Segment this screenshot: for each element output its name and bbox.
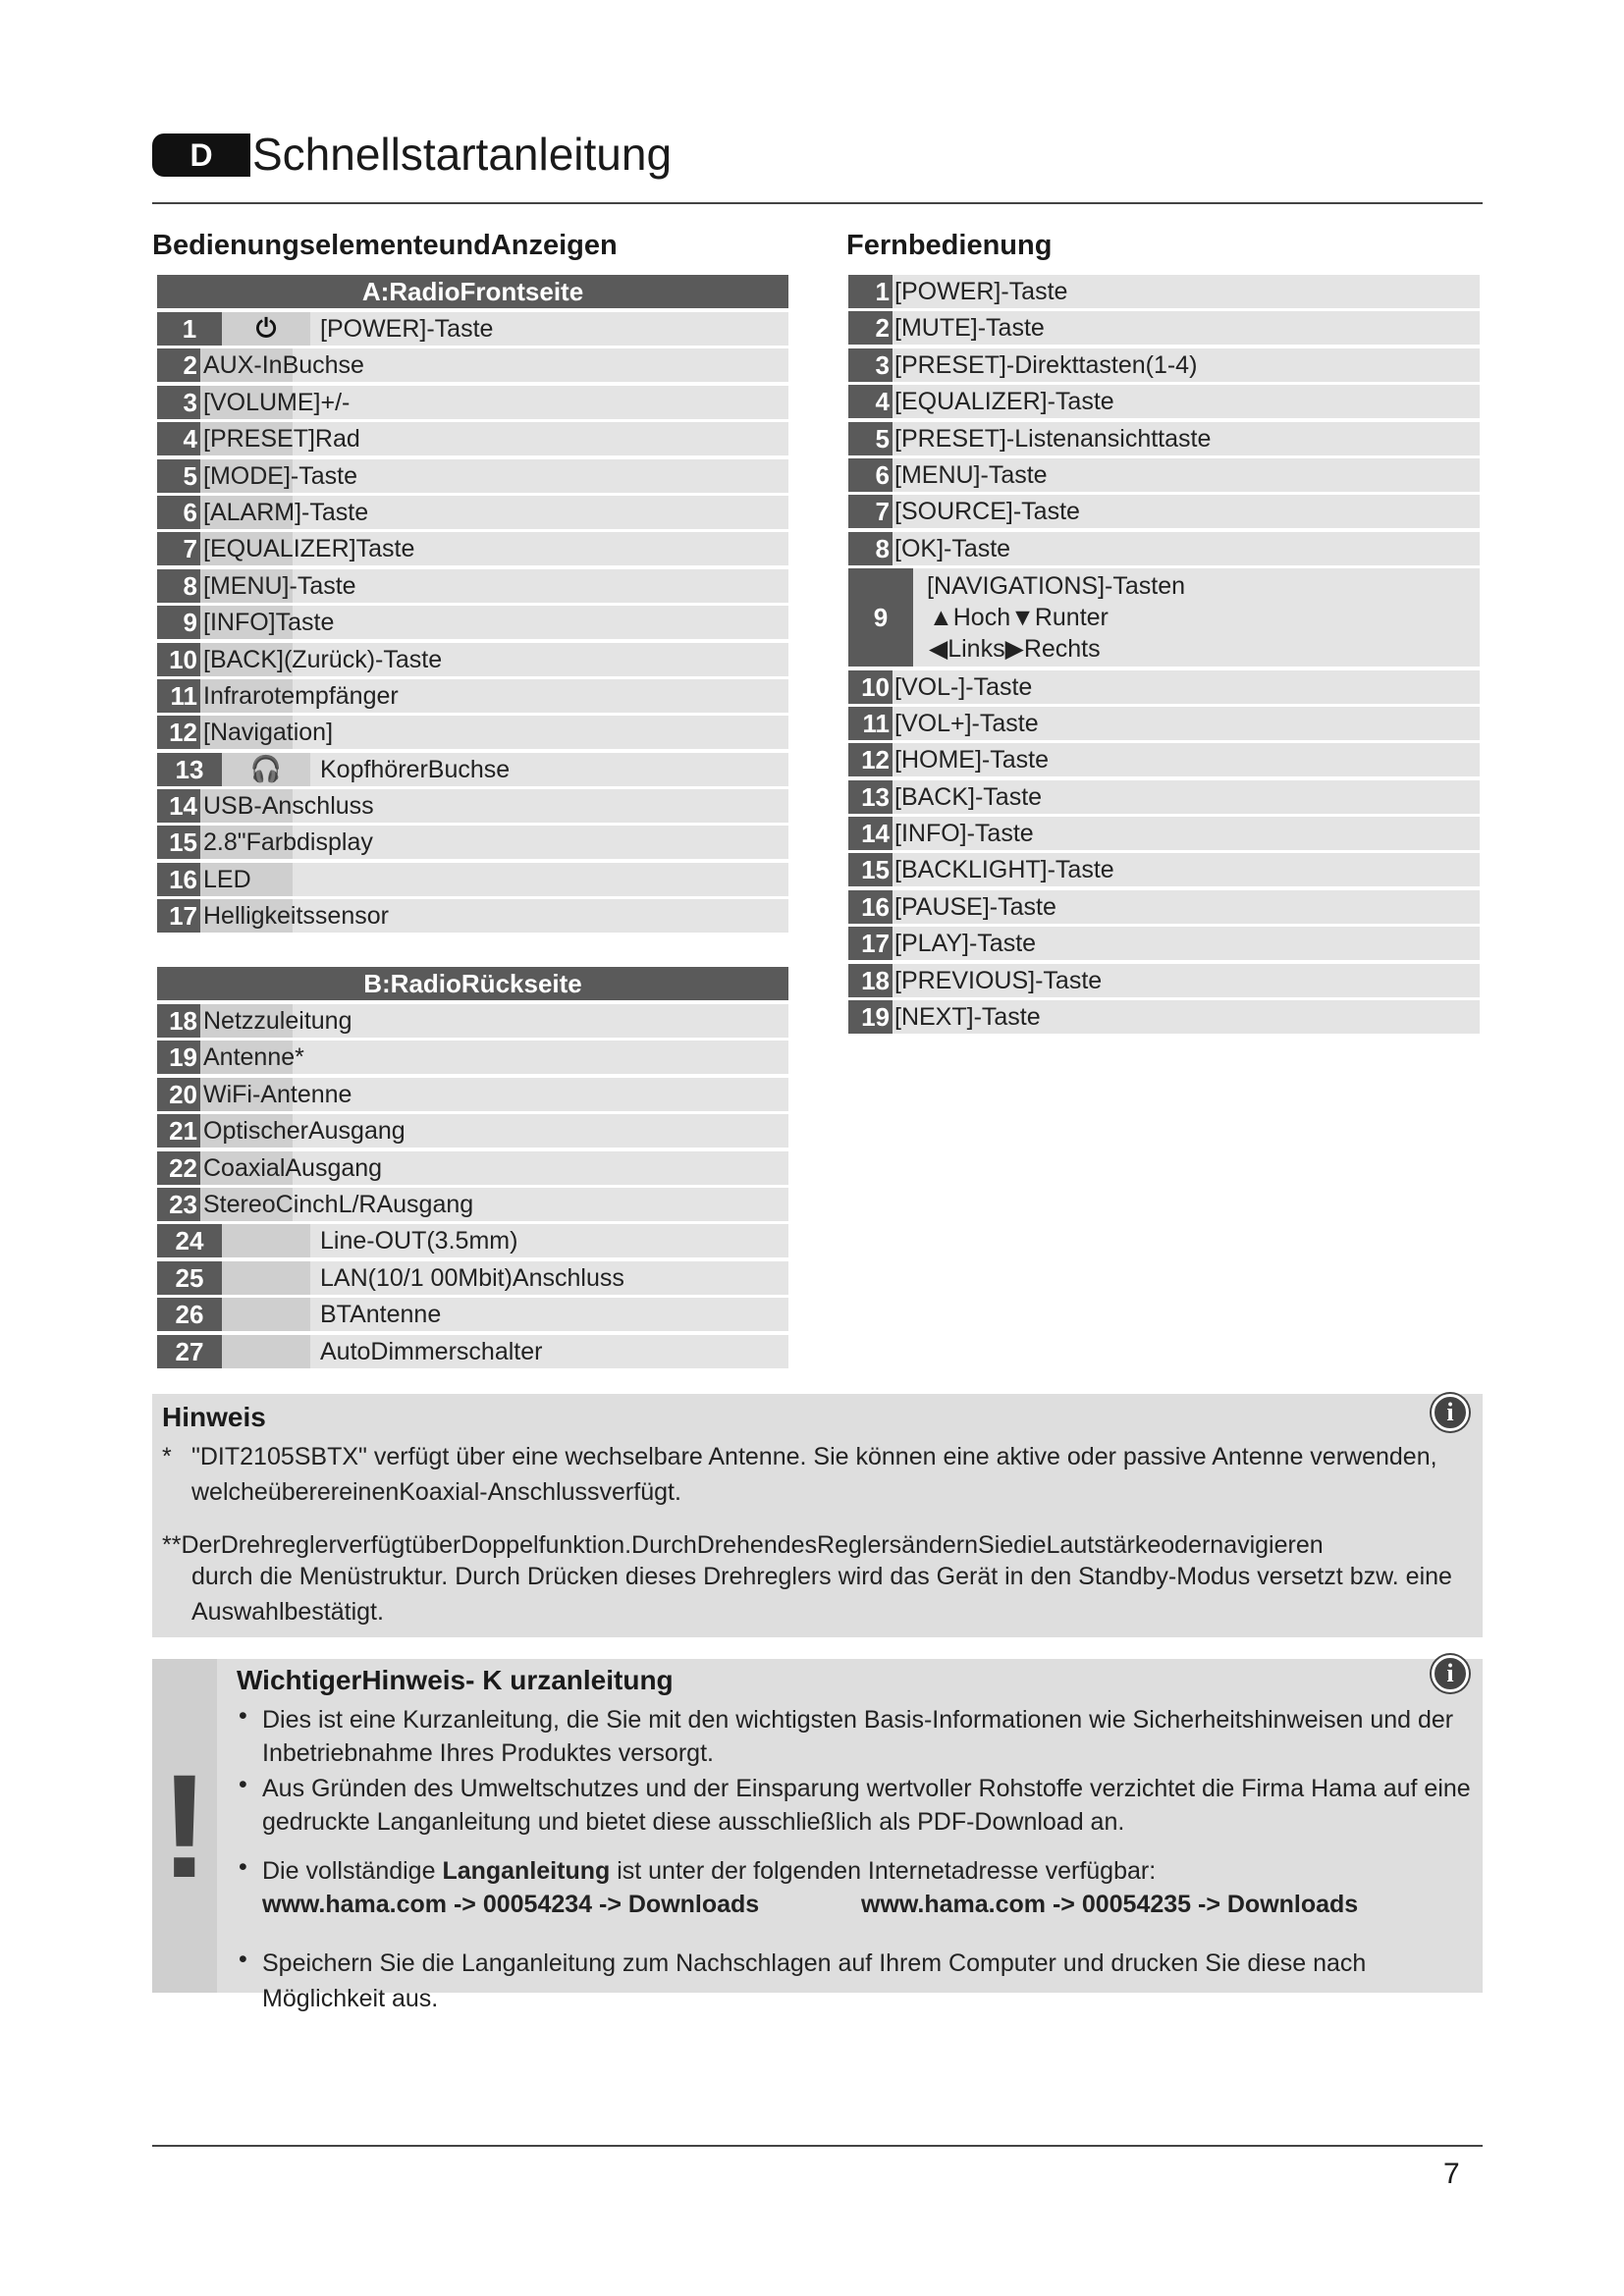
remote-row — [848, 853, 1480, 886]
table-row — [157, 863, 788, 896]
remote-row — [848, 817, 1480, 850]
row-number: 4 — [157, 422, 200, 455]
download-link-1[interactable]: www.hama.com -> 00054234 -> Downloads — [262, 1891, 760, 1918]
wichtig-b3-pre: Die vollständige — [262, 1857, 443, 1885]
row-label: [BACKLIGHT]-Taste — [894, 856, 1114, 884]
row-number: 23 — [157, 1188, 200, 1221]
table-row — [157, 496, 788, 529]
wichtig-b3 — [262, 1853, 1156, 1889]
wichtig-b3-bold: Langanleitung — [442, 1857, 611, 1885]
row-number: 3 — [848, 348, 893, 382]
row-label: [HOME]-Taste — [894, 746, 1049, 774]
table-row — [157, 1298, 788, 1331]
row-number: 21 — [157, 1114, 200, 1148]
row-label: [POWER]-Taste — [894, 278, 1068, 305]
table-row — [157, 1224, 788, 1257]
remote-row — [848, 385, 1480, 418]
row-number: 1 — [848, 275, 893, 308]
row-number: 12 — [848, 743, 893, 776]
table-row — [157, 422, 788, 455]
info-icon: i — [1432, 1655, 1469, 1692]
row-shade — [222, 1261, 310, 1295]
exclamation-icon: ! — [160, 1743, 209, 1908]
row-number: 16 — [848, 890, 893, 924]
footer-rule — [152, 2145, 1483, 2147]
download-link-2[interactable]: www.hama.com -> 00054235 -> Downloads — [861, 1891, 1359, 1918]
table-row — [157, 753, 788, 786]
row-number: 7 — [157, 532, 200, 565]
remote-row — [848, 422, 1480, 455]
row-label: LED — [203, 865, 251, 893]
table-row — [157, 386, 788, 419]
row-label: Infrarotempfänger — [203, 681, 399, 710]
row-label: Antenne* — [203, 1043, 304, 1072]
row-number: 5 — [157, 459, 200, 493]
headphones-icon: 🎧 — [249, 754, 283, 784]
table-row — [157, 312, 788, 346]
row-number: 25 — [157, 1261, 222, 1295]
row-number: 4 — [848, 385, 893, 418]
hinweis-p2-line1: **DerDrehreglerverfügtüberDoppelfunktion.DurchDrehendesReglersändernSiedieLautstärkeodernavigieren — [162, 1531, 1324, 1559]
table-row — [157, 569, 788, 603]
remote-row — [848, 964, 1480, 997]
hinweis-p2-line2: durch die Menüstruktur. Durch Drücken dieses Drehreglers wird das Gerät in den Standby-Modus versetzt bzw. eine — [191, 1563, 1452, 1590]
hinweis-p1-line2: welcheüberereinenKoaxial-Anschlussverfügt. — [191, 1478, 681, 1506]
row-label: [POWER]-Taste — [320, 315, 494, 343]
row-label: AUX-InBuchse — [203, 351, 364, 380]
row-label: StereoCinchL/RAusgang — [203, 1190, 474, 1218]
row-label: AutoDimmerschalter — [320, 1337, 543, 1365]
hinweis-asterisk: * — [162, 1443, 172, 1470]
row-label: [SOURCE]-Taste — [894, 498, 1080, 526]
table-row — [157, 1078, 788, 1111]
row-label: [EQUALIZER]Taste — [203, 535, 415, 563]
row-number: 14 — [848, 817, 893, 850]
page-title: Schnellstartanleitung — [252, 129, 673, 180]
row-label: [PREVIOUS]-Taste — [894, 966, 1103, 994]
row-number: 6 — [157, 496, 200, 529]
bullet-icon: • — [239, 1702, 247, 1730]
table-row — [157, 826, 788, 859]
wichtig-b2-l2: gedruckte Langanleitung und bietet diese ausschließlich als PDF-Download an. — [262, 1808, 1125, 1836]
row-number: 9 — [157, 606, 200, 639]
table-row — [157, 899, 788, 933]
row-number: 17 — [157, 899, 200, 933]
row-number: 22 — [157, 1151, 200, 1185]
row-label: [BACK](Zurück)-Taste — [203, 645, 443, 673]
row-number: 24 — [157, 1224, 222, 1257]
bullet-icon: • — [239, 1771, 247, 1798]
row-label: Helligkeitssensor — [203, 902, 389, 931]
table-row — [157, 1004, 788, 1038]
row-number: 18 — [157, 1004, 200, 1038]
remote-row — [848, 670, 1480, 704]
row-label: WiFi-Antenne — [203, 1080, 352, 1108]
row-label: [PAUSE]-Taste — [894, 892, 1056, 921]
table-row — [157, 1261, 788, 1295]
row-label: USB-Anschluss — [203, 792, 374, 821]
row-label: [VOLUME]+/- — [203, 388, 351, 416]
rear-panel-table — [157, 967, 788, 1371]
remote-row — [848, 743, 1480, 776]
row-number: 7 — [848, 495, 893, 528]
row-label: KopfhörerBuchse — [320, 755, 511, 783]
wichtig-b2-l1: Aus Gründen des Umweltschutzes und der Einsparung wertvoller Rohstoffe verzichtet die Firma Hama auf eine — [262, 1775, 1471, 1802]
table-row — [157, 1335, 788, 1368]
row-label: [NEXT]-Taste — [894, 1003, 1041, 1032]
table-row — [157, 1151, 788, 1185]
remote-row — [848, 1000, 1480, 1034]
row-label: [BACK]-Taste — [894, 782, 1043, 811]
remote-row — [848, 780, 1480, 814]
row-label: [PRESET]Rad — [203, 425, 360, 454]
row-number: 9 — [848, 568, 913, 667]
remote-row — [848, 458, 1480, 492]
row-number: 19 — [848, 1000, 893, 1034]
row-number: 13 — [848, 780, 893, 814]
row-label: CoaxialAusgang — [203, 1153, 383, 1182]
row-label: Netzzuleitung — [203, 1007, 352, 1035]
remote-row — [848, 348, 1480, 382]
row-label: [VOL-]-Taste — [894, 672, 1033, 701]
row-number: 11 — [848, 707, 893, 740]
row-number: 13 — [157, 753, 222, 786]
row-number: 2 — [848, 311, 893, 345]
table-row — [157, 716, 788, 749]
wichtig-b4: Speichern Sie die Langanleitung zum Nachschlagen auf Ihrem Computer und drucken Sie diese nach Möglichkeit aus. — [262, 1949, 1367, 2012]
table-row — [157, 532, 788, 565]
hinweis-box — [152, 1394, 1483, 1637]
front-panel-table — [157, 275, 788, 936]
row-number: 6 — [848, 458, 893, 492]
row-label: LAN(10/1 00Mbit)Anschluss — [320, 1263, 624, 1292]
table-row — [157, 1041, 788, 1074]
nav-line: [NAVIGATIONS]-Tasten — [927, 572, 1186, 601]
row-label: [INFO]Taste — [203, 609, 335, 637]
table-row — [157, 1188, 788, 1221]
row-number: 26 — [157, 1298, 222, 1331]
wichtig-title: WichtigerHinweis- K urzanleitung — [237, 1665, 674, 1695]
row-label: [PRESET]-Listenansichttaste — [894, 424, 1212, 453]
bullet-icon: • — [239, 1853, 247, 1881]
row-number: 17 — [848, 927, 893, 960]
row-number: 11 — [157, 679, 200, 713]
row-number: 5 — [848, 422, 893, 455]
row-label: [PRESET]-Direkttasten(1-4) — [894, 350, 1198, 379]
row-label: 2.8"Farbdisplay — [203, 828, 373, 857]
remote-row — [848, 532, 1480, 565]
remote-row — [848, 275, 1480, 308]
row-shade — [222, 1298, 310, 1331]
table-row — [157, 643, 788, 676]
row-number: 8 — [157, 569, 200, 603]
hinweis-title: Hinweis — [162, 1402, 266, 1432]
right-section-heading: Fernbedienung — [846, 230, 1053, 261]
wichtig-box — [152, 1659, 1483, 2012]
page-number: 7 — [1443, 2158, 1460, 2190]
wichtig-b1-l1: Dies ist eine Kurzanleitung, die Sie mit den wichtigsten Basis-Informationen wie Sicherheitshinweisen und der — [262, 1706, 1454, 1734]
row-number: 10 — [157, 643, 200, 676]
row-label: [MENU]-Taste — [894, 460, 1048, 489]
remote-row — [848, 890, 1480, 924]
row-label: [MENU]-Taste — [203, 571, 356, 600]
language-badge: D — [152, 133, 250, 177]
row-label: OptischerAusgang — [203, 1117, 406, 1146]
remote-row — [848, 568, 1480, 667]
row-number: 14 — [157, 789, 200, 823]
row-number: 8 — [848, 532, 893, 565]
row-number: 20 — [157, 1078, 200, 1111]
row-label: [MODE]-Taste — [203, 461, 357, 490]
row-label: [MUTE]-Taste — [894, 314, 1045, 343]
row-number: 15 — [848, 853, 893, 886]
row-shade — [222, 1224, 310, 1257]
row-label: BTAntenne — [320, 1301, 442, 1329]
row-number: 1 — [157, 312, 222, 346]
row-number: 15 — [157, 826, 200, 859]
wichtig-b1-l2: Inbetriebnahme Ihres Produktes versorgt. — [262, 1739, 714, 1767]
row-label: [PLAY]-Taste — [894, 930, 1037, 958]
remote-row — [848, 927, 1480, 960]
table-row — [157, 789, 788, 823]
row-label: [EQUALIZER]-Taste — [894, 388, 1114, 416]
remote-row — [848, 311, 1480, 345]
remote-table — [848, 275, 1480, 1037]
left-section-heading: BedienungselementeundAnzeigen — [152, 230, 618, 261]
navigation-keys — [927, 570, 1185, 665]
nav-line: ▲Hoch▼Runter — [929, 604, 1109, 632]
row-number: 10 — [848, 670, 893, 704]
row-number: 2 — [157, 348, 200, 382]
row-label: Line-OUT(3.5mm) — [320, 1227, 518, 1255]
nav-line: ◀Links▶Rechts — [929, 635, 1101, 664]
row-number: 27 — [157, 1335, 222, 1368]
row-shade — [222, 1335, 310, 1368]
row-label: [OK]-Taste — [894, 534, 1011, 562]
table-row — [157, 1114, 788, 1148]
bullet-icon: • — [239, 1946, 247, 1973]
power-icon: ⏻ — [255, 314, 277, 344]
info-icon: i — [1432, 1394, 1469, 1431]
row-label: [VOL+]-Taste — [894, 709, 1039, 737]
row-label: [INFO]-Taste — [894, 820, 1034, 848]
hinweis-p1-line1: "DIT2105SBTX" verfügt über eine wechselbare Antenne. Sie können eine aktive oder passive Antenne verwenden, — [191, 1443, 1437, 1470]
row-number: 3 — [157, 386, 200, 419]
table-row — [157, 679, 788, 713]
row-number: 19 — [157, 1041, 200, 1074]
row-number: 16 — [157, 863, 200, 896]
rear-panel-title: B:RadioRückseite — [157, 967, 788, 1000]
remote-row — [848, 495, 1480, 528]
row-label: [Navigation] — [203, 719, 334, 747]
row-number: 18 — [848, 964, 893, 997]
wichtig-b3-post: ist unter der folgenden Internetadresse verfügbar: — [610, 1857, 1157, 1885]
front-panel-title: A:RadioFrontseite — [157, 275, 788, 308]
remote-row — [848, 707, 1480, 740]
table-row — [157, 459, 788, 493]
page-header — [152, 126, 1483, 204]
table-row — [157, 348, 788, 382]
hinweis-p2-line3: Auswahlbestätigt. — [191, 1598, 384, 1626]
row-number: 12 — [157, 716, 200, 749]
table-row — [157, 606, 788, 639]
row-label: [ALARM]-Taste — [203, 498, 369, 526]
